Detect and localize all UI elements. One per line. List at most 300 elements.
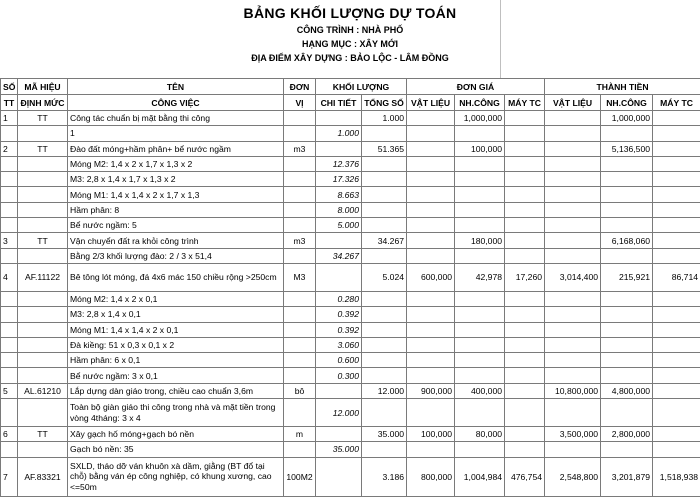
cell-tt: 2 — [1, 141, 18, 156]
cell-nh-cong — [455, 202, 505, 217]
cell-vat-lieu: 100,000 — [407, 427, 455, 442]
cell-may-tc — [505, 172, 545, 187]
cell-ma-hieu — [18, 172, 68, 187]
cell-nh-cong — [455, 399, 505, 427]
cell-tt-may-tc — [653, 187, 700, 202]
table-row — [1, 156, 700, 171]
cell-tt-vat-lieu — [545, 291, 601, 306]
cell-chi-tiet — [316, 111, 362, 126]
cell-tt-vat-lieu — [545, 442, 601, 457]
cell-tong-so — [362, 156, 407, 171]
category-line: HẠNG MỤC : XÂY MỚI — [0, 39, 700, 49]
cell-ma-hieu: AF.83321 — [18, 457, 68, 496]
cell-tt-nh-cong — [601, 442, 653, 457]
cell-ma-hieu — [18, 291, 68, 306]
header-ten: TÊN — [68, 79, 284, 95]
cell-don-vi: m3 — [284, 141, 316, 156]
cell-ma-hieu — [18, 202, 68, 217]
cell-vat-lieu — [407, 248, 455, 263]
cell-tt-may-tc — [653, 322, 700, 337]
cell-chi-tiet: 0.280 — [316, 291, 362, 306]
cell-chi-tiet: 0.600 — [316, 353, 362, 368]
project-line: CÔNG TRÌNH : NHÀ PHỐ — [0, 25, 700, 35]
cell-tong-so: 35.000 — [362, 427, 407, 442]
cell-ma-hieu — [18, 353, 68, 368]
cell-tt-nh-cong — [601, 353, 653, 368]
cell-cong-viec: Gạch bó nền: 35 — [68, 442, 284, 457]
cell-tt-nh-cong: 6,168,060 — [601, 233, 653, 248]
cell-tong-so — [362, 126, 407, 141]
cell-tt-may-tc — [653, 427, 700, 442]
cell-may-tc — [505, 368, 545, 383]
cell-tt-vat-lieu — [545, 202, 601, 217]
cell-nh-cong — [455, 218, 505, 233]
cell-ma-hieu: TT — [18, 141, 68, 156]
header-tt-may-tc: MÁY TC — [653, 95, 700, 111]
cell-nh-cong — [455, 307, 505, 322]
header-don: ĐƠN — [284, 79, 316, 95]
cell-don-vi — [284, 399, 316, 427]
cell-vat-lieu — [407, 442, 455, 457]
table-row — [1, 383, 700, 398]
cell-vat-lieu — [407, 156, 455, 171]
cell-tt-vat-lieu: 2,548,800 — [545, 457, 601, 496]
header-tt-nh-cong: NH.CÔNG — [601, 95, 653, 111]
cell-may-tc — [505, 399, 545, 427]
table-row — [1, 141, 700, 156]
cell-tt-vat-lieu — [545, 156, 601, 171]
cell-cong-viec: Bê tông lót móng, đá 4x6 mác 150 chiều rộng >250cm — [68, 263, 284, 291]
cell-chi-tiet: 8.663 — [316, 187, 362, 202]
cell-don-vi — [284, 307, 316, 322]
cell-tt-vat-lieu: 3,014,400 — [545, 263, 601, 291]
header-so: SỐ — [1, 79, 18, 95]
cell-tt-nh-cong: 5,136,500 — [601, 141, 653, 156]
cell-tt — [1, 172, 18, 187]
cell-ma-hieu: AL.61210 — [18, 383, 68, 398]
cell-tt-nh-cong — [601, 368, 653, 383]
cell-tt-may-tc — [653, 307, 700, 322]
cell-tong-so — [362, 337, 407, 352]
cell-may-tc — [505, 353, 545, 368]
cell-don-vi — [284, 172, 316, 187]
table-row — [1, 172, 700, 187]
cell-cong-viec: Lắp dựng dàn giáo trong, chiều cao chuẩn 3,6m — [68, 383, 284, 398]
cell-may-tc — [505, 442, 545, 457]
cell-vat-lieu — [407, 307, 455, 322]
header-tong-so: TỔNG SỐ — [362, 95, 407, 111]
cell-chi-tiet: 34.267 — [316, 248, 362, 263]
cell-tong-so — [362, 307, 407, 322]
cell-cong-viec: Hầm phân: 8 — [68, 202, 284, 217]
cell-tt-may-tc — [653, 233, 700, 248]
cell-cong-viec: Vận chuyển đất ra khỏi công trình — [68, 233, 284, 248]
cell-tt-may-tc — [653, 141, 700, 156]
table-row — [1, 322, 700, 337]
cell-may-tc — [505, 322, 545, 337]
cell-tong-so — [362, 172, 407, 187]
cell-nh-cong — [455, 322, 505, 337]
cell-tt — [1, 322, 18, 337]
cell-chi-tiet: 5.000 — [316, 218, 362, 233]
cell-tt-may-tc — [653, 442, 700, 457]
cell-tt-nh-cong — [601, 337, 653, 352]
cell-nh-cong: 400,000 — [455, 383, 505, 398]
cell-don-vi — [284, 248, 316, 263]
cell-may-tc — [505, 307, 545, 322]
cell-don-vi: 100M2 — [284, 457, 316, 496]
cell-tt — [1, 442, 18, 457]
cell-may-tc — [505, 337, 545, 352]
cell-tong-so: 1.000 — [362, 111, 407, 126]
header-nh-cong: NH.CÔNG — [455, 95, 505, 111]
cell-tong-so: 51.365 — [362, 141, 407, 156]
cell-vat-lieu — [407, 399, 455, 427]
cell-may-tc: 476,754 — [505, 457, 545, 496]
cell-tt: 6 — [1, 427, 18, 442]
header-tt: TT — [1, 95, 18, 111]
table-row — [1, 427, 700, 442]
cell-vat-lieu — [407, 233, 455, 248]
cell-don-vi: m3 — [284, 233, 316, 248]
cell-nh-cong: 1,000,000 — [455, 111, 505, 126]
cell-tt — [1, 353, 18, 368]
header-thanh-tien: THÀNH TIỀN — [545, 79, 700, 95]
cell-ma-hieu — [18, 156, 68, 171]
cell-tt-nh-cong — [601, 126, 653, 141]
cell-ma-hieu — [18, 322, 68, 337]
cell-cong-viec: Bằng 2/3 khối lượng đào: 2 / 3 x 51,4 — [68, 248, 284, 263]
cell-vat-lieu — [407, 337, 455, 352]
cell-vat-lieu — [407, 291, 455, 306]
cell-tong-so — [362, 218, 407, 233]
table-row — [1, 337, 700, 352]
cell-tt-vat-lieu — [545, 233, 601, 248]
cell-tt-vat-lieu — [545, 368, 601, 383]
cell-don-vi — [284, 111, 316, 126]
cell-nh-cong — [455, 156, 505, 171]
cell-nh-cong — [455, 172, 505, 187]
cell-tt-may-tc — [653, 368, 700, 383]
table-row — [1, 218, 700, 233]
cell-may-tc — [505, 218, 545, 233]
cell-chi-tiet — [316, 263, 362, 291]
cell-cong-viec: Hầm phân: 6 x 0,1 — [68, 353, 284, 368]
cell-nh-cong: 1,004,984 — [455, 457, 505, 496]
cell-nh-cong — [455, 368, 505, 383]
cell-nh-cong: 100,000 — [455, 141, 505, 156]
cell-tt-nh-cong — [601, 248, 653, 263]
cell-tt-may-tc: 86,714 — [653, 263, 700, 291]
cell-tt-may-tc: 1,518,938 — [653, 457, 700, 496]
cell-cong-viec: Bể nước ngầm: 5 — [68, 218, 284, 233]
cell-tt-vat-lieu — [545, 399, 601, 427]
cell-ma-hieu: TT — [18, 427, 68, 442]
cell-nh-cong — [455, 337, 505, 352]
cell-tt-vat-lieu — [545, 307, 601, 322]
cell-nh-cong — [455, 291, 505, 306]
cell-nh-cong — [455, 248, 505, 263]
cell-nh-cong: 80,000 — [455, 427, 505, 442]
cell-tt — [1, 218, 18, 233]
cell-don-vi — [284, 218, 316, 233]
cell-may-tc — [505, 427, 545, 442]
cell-nh-cong — [455, 187, 505, 202]
cell-tt-vat-lieu — [545, 337, 601, 352]
cell-ma-hieu: TT — [18, 111, 68, 126]
cell-don-vi — [284, 322, 316, 337]
header-vi: VỊ — [284, 95, 316, 111]
cell-tt-nh-cong — [601, 322, 653, 337]
cell-vat-lieu — [407, 187, 455, 202]
cell-tt-vat-lieu: 3,500,000 — [545, 427, 601, 442]
cell-tong-so — [362, 442, 407, 457]
cell-tt-may-tc — [653, 383, 700, 398]
cell-vat-lieu — [407, 111, 455, 126]
header-row-1 — [1, 79, 700, 95]
header-row-2 — [1, 95, 700, 111]
cell-cong-viec: Xây gạch hố móng+gạch bó nền — [68, 427, 284, 442]
table-row — [1, 111, 700, 126]
cell-nh-cong — [455, 442, 505, 457]
cell-tong-so — [362, 399, 407, 427]
cell-tt-may-tc — [653, 172, 700, 187]
header-vat-lieu: VẬT LIỆU — [407, 95, 455, 111]
cell-tt-vat-lieu — [545, 218, 601, 233]
cell-tt-nh-cong: 3,201,879 — [601, 457, 653, 496]
cell-cong-viec: Móng M2: 1,4 x 2 x 1,7 x 1,3 x 2 — [68, 156, 284, 171]
cell-tt-may-tc — [653, 353, 700, 368]
cell-tt — [1, 156, 18, 171]
cell-cong-viec: Toàn bộ giàn giáo thi công trong nhà và mặt tiền trong vòng 4tháng: 3 x 4 — [68, 399, 284, 427]
table-row — [1, 187, 700, 202]
cell-tt — [1, 368, 18, 383]
cell-chi-tiet: 12.000 — [316, 399, 362, 427]
table-row — [1, 353, 700, 368]
table-row — [1, 399, 700, 427]
cell-tt — [1, 187, 18, 202]
cell-tt — [1, 291, 18, 306]
cell-tt-vat-lieu — [545, 187, 601, 202]
cell-tt: 3 — [1, 233, 18, 248]
cell-ma-hieu — [18, 337, 68, 352]
cell-may-tc — [505, 202, 545, 217]
header-khoi-luong: KHỐI LƯỢNG — [316, 79, 407, 95]
cell-tt-may-tc — [653, 399, 700, 427]
cell-may-tc — [505, 156, 545, 171]
cell-may-tc — [505, 248, 545, 263]
cell-tt-may-tc — [653, 111, 700, 126]
cell-don-vi — [284, 337, 316, 352]
table-row — [1, 202, 700, 217]
cell-ma-hieu — [18, 368, 68, 383]
table-row — [1, 291, 700, 306]
header-cong-viec: CÔNG VIỆC — [68, 95, 284, 111]
table-row — [1, 307, 700, 322]
cell-don-vi — [284, 353, 316, 368]
header-may-tc: MÁY TC — [505, 95, 545, 111]
cell-ma-hieu — [18, 442, 68, 457]
cell-cong-viec: Bể nước ngầm: 3 x 0,1 — [68, 368, 284, 383]
page-divider — [500, 0, 501, 78]
cell-tt-vat-lieu — [545, 353, 601, 368]
cell-don-vi — [284, 187, 316, 202]
cell-ma-hieu — [18, 307, 68, 322]
cell-chi-tiet: 3.060 — [316, 337, 362, 352]
cell-tt-nh-cong — [601, 218, 653, 233]
cell-cong-viec: Đà kiềng: 51 x 0,3 x 0,1 x 2 — [68, 337, 284, 352]
cell-tt — [1, 307, 18, 322]
cell-tt-vat-lieu — [545, 172, 601, 187]
cell-tong-so: 34.267 — [362, 233, 407, 248]
cell-cong-viec: Móng M1: 1,4 x 1,4 x 2 x 1,7 x 1,3 — [68, 187, 284, 202]
cell-don-vi: M3 — [284, 263, 316, 291]
cell-tt-nh-cong: 4,800,000 — [601, 383, 653, 398]
cell-chi-tiet: 35.000 — [316, 442, 362, 457]
cell-vat-lieu — [407, 368, 455, 383]
cell-don-vi — [284, 202, 316, 217]
cell-tt-may-tc — [653, 156, 700, 171]
cell-chi-tiet — [316, 141, 362, 156]
cell-don-vi — [284, 291, 316, 306]
cell-tt-vat-lieu — [545, 126, 601, 141]
cell-tt-may-tc — [653, 126, 700, 141]
cell-vat-lieu — [407, 218, 455, 233]
cell-tt: 4 — [1, 263, 18, 291]
cell-vat-lieu — [407, 172, 455, 187]
header-tt-vat-lieu: VẬT LIỆU — [545, 95, 601, 111]
table-row — [1, 233, 700, 248]
cell-may-tc — [505, 233, 545, 248]
cell-chi-tiet: 0.300 — [316, 368, 362, 383]
header-dinh-muc: ĐỊNH MỨC — [18, 95, 68, 111]
cell-cong-viec: M3: 2,8 x 1,4 x 0,1 — [68, 307, 284, 322]
cell-tt: 1 — [1, 111, 18, 126]
cell-may-tc — [505, 126, 545, 141]
cell-cong-viec: 1 — [68, 126, 284, 141]
cell-cong-viec: Móng M2: 1,4 x 2 x 0,1 — [68, 291, 284, 306]
cell-tt-nh-cong: 1,000,000 — [601, 111, 653, 126]
cell-tt-may-tc — [653, 337, 700, 352]
cell-tong-so — [362, 291, 407, 306]
estimate-table — [0, 78, 700, 497]
cell-chi-tiet: 12.376 — [316, 156, 362, 171]
cell-tong-so: 5.024 — [362, 263, 407, 291]
table-row — [1, 368, 700, 383]
cell-tt-may-tc — [653, 248, 700, 263]
cell-tong-so — [362, 322, 407, 337]
cell-tt-may-tc — [653, 218, 700, 233]
header-don-gia: ĐƠN GIÁ — [407, 79, 545, 95]
cell-chi-tiet — [316, 427, 362, 442]
cell-vat-lieu — [407, 353, 455, 368]
cell-don-vi — [284, 368, 316, 383]
cell-may-tc: 17,260 — [505, 263, 545, 291]
cell-tt: 7 — [1, 457, 18, 496]
cell-ma-hieu — [18, 187, 68, 202]
cell-tt — [1, 399, 18, 427]
cell-tt-nh-cong — [601, 307, 653, 322]
cell-chi-tiet — [316, 233, 362, 248]
cell-nh-cong: 42,978 — [455, 263, 505, 291]
cell-tong-so: 3.186 — [362, 457, 407, 496]
cell-tt-nh-cong — [601, 202, 653, 217]
cell-tt-nh-cong: 2,800,000 — [601, 427, 653, 442]
cell-ma-hieu — [18, 248, 68, 263]
cell-cong-viec: Công tác chuẩn bị mặt bằng thi công — [68, 111, 284, 126]
cell-may-tc — [505, 111, 545, 126]
cell-tong-so: 12.000 — [362, 383, 407, 398]
cell-tt-nh-cong — [601, 291, 653, 306]
cell-may-tc — [505, 187, 545, 202]
cell-tt-nh-cong — [601, 172, 653, 187]
header-ma-hieu: MÃ HIỆU — [18, 79, 68, 95]
cell-ma-hieu: AF.11122 — [18, 263, 68, 291]
cell-vat-lieu — [407, 126, 455, 141]
cell-cong-viec: Đào đất móng+hầm phân+ bể nước ngầm — [68, 141, 284, 156]
cell-don-vi — [284, 442, 316, 457]
cell-don-vi: m — [284, 427, 316, 442]
cell-chi-tiet: 0.392 — [316, 307, 362, 322]
cell-ma-hieu — [18, 399, 68, 427]
cell-vat-lieu: 900,000 — [407, 383, 455, 398]
cell-tt-nh-cong — [601, 399, 653, 427]
cell-tt — [1, 248, 18, 263]
cell-tt-nh-cong — [601, 187, 653, 202]
cell-tt — [1, 126, 18, 141]
cell-tt-vat-lieu — [545, 111, 601, 126]
cell-chi-tiet: 0.392 — [316, 322, 362, 337]
cell-chi-tiet — [316, 383, 362, 398]
table-row — [1, 126, 700, 141]
cell-tt-vat-lieu: 10,800,000 — [545, 383, 601, 398]
cell-chi-tiet: 1.000 — [316, 126, 362, 141]
cell-nh-cong — [455, 353, 505, 368]
cell-vat-lieu — [407, 202, 455, 217]
table-row — [1, 457, 700, 496]
cell-tong-so — [362, 353, 407, 368]
cell-nh-cong: 180,000 — [455, 233, 505, 248]
cell-tt-may-tc — [653, 202, 700, 217]
cell-tt-vat-lieu — [545, 322, 601, 337]
cell-tong-so — [362, 248, 407, 263]
cell-cong-viec: M3: 2,8 x 1,4 x 1,7 x 1,3 x 2 — [68, 172, 284, 187]
cell-may-tc — [505, 141, 545, 156]
document-title: BẢNG KHỐI LƯỢNG DỰ TOÁN — [0, 5, 700, 21]
cell-tt-may-tc — [653, 291, 700, 306]
cell-tong-so — [362, 187, 407, 202]
cell-tt: 5 — [1, 383, 18, 398]
cell-vat-lieu — [407, 141, 455, 156]
cell-tong-so — [362, 202, 407, 217]
cell-tt — [1, 202, 18, 217]
cell-tt-nh-cong: 215,921 — [601, 263, 653, 291]
table-row — [1, 248, 700, 263]
location-line: ĐỊA ĐIỂM XÂY DỰNG : BẢO LỘC - LÂM ĐỒNG — [0, 53, 700, 63]
cell-vat-lieu: 800,000 — [407, 457, 455, 496]
table-row — [1, 263, 700, 291]
cell-chi-tiet: 8.000 — [316, 202, 362, 217]
header-chi-tiet: CHI TIẾT — [316, 95, 362, 111]
cell-chi-tiet: 17.326 — [316, 172, 362, 187]
table-row — [1, 442, 700, 457]
cell-may-tc — [505, 291, 545, 306]
cell-ma-hieu — [18, 218, 68, 233]
cell-tt — [1, 337, 18, 352]
cell-tt-nh-cong — [601, 156, 653, 171]
cell-ma-hieu: TT — [18, 233, 68, 248]
cell-vat-lieu: 600,000 — [407, 263, 455, 291]
